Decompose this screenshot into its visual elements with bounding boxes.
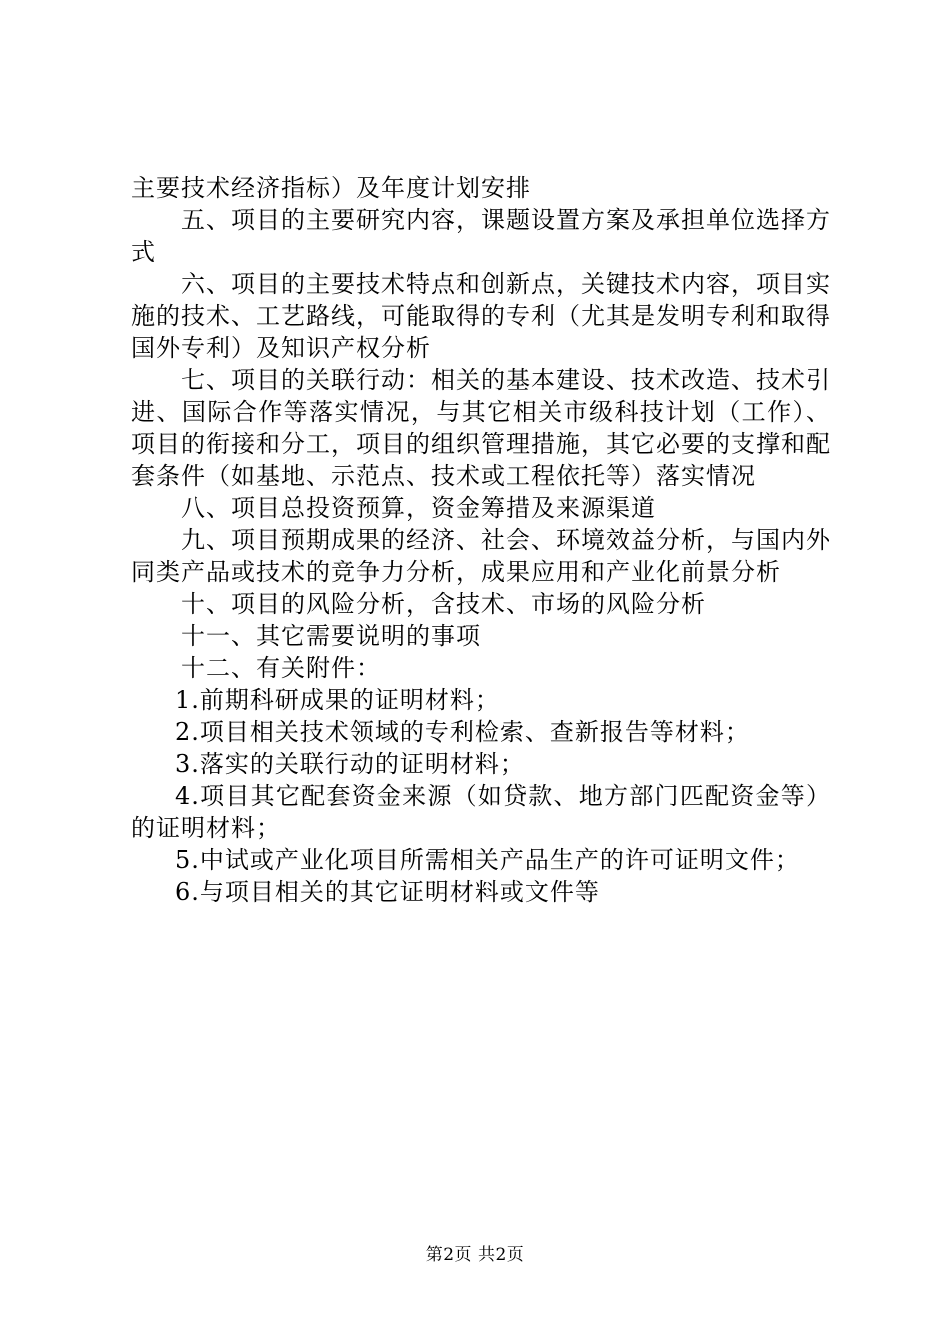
attachment-item-6: 6.与项目相关的其它证明材料或文件等 [175, 878, 600, 906]
paragraph-item-6: 六、项目的主要技术特点和创新点，关键技术内容，项目实施的技术、工艺路线，可能取得的专利（尤其是发明专利和取得国外专利）及知识产权分析 [131, 270, 831, 362]
paragraph-item-11: 十一、其它需要说明的事项 [181, 622, 481, 650]
paragraph-item-8: 八、项目总投资预算，资金筹措及来源渠道 [181, 494, 656, 522]
paragraph-item-7: 七、项目的关联行动：相关的基本建设、技术改造、技术引进、国际合作等落实情况，与其它相关市级科技计划（工作）、项目的衔接和分工，项目的组织管理措施，其它必要的支撑和配套条件（如基地、示范点、技术或工程依托等）落实情况 [131, 366, 831, 490]
paragraph-item-10: 十、项目的风险分析，含技术、市场的风险分析 [181, 590, 706, 618]
attachment-item-3: 3.落实的关联行动的证明材料； [175, 750, 525, 778]
paragraph-item-9: 九、项目预期成果的经济、社会、环境效益分析，与国内外同类产品或技术的竞争力分析，成果应用和产业化前景分析 [131, 526, 831, 586]
paragraph-continuation: 主要技术经济指标）及年度计划安排 [131, 174, 531, 202]
document-body [131, 172, 831, 908]
attachment-item-2: 2.项目相关技术领域的专利检索、查新报告等材料； [175, 718, 750, 746]
paragraph-item-12: 十二、有关附件： [181, 654, 381, 682]
attachment-item-5: 5.中试或产业化项目所需相关产品生产的许可证明文件； [175, 846, 800, 874]
page-footer: 第2页 共2页 [425, 1245, 525, 1265]
attachment-item-1: 1.前期科研成果的证明材料； [175, 686, 500, 714]
paragraph-item-5: 五、项目的主要研究内容，课题设置方案及承担单位选择方式 [131, 206, 831, 266]
attachment-item-4: 4.项目其它配套资金来源（如贷款、地方部门匹配资金等）的证明材料； [131, 782, 831, 842]
